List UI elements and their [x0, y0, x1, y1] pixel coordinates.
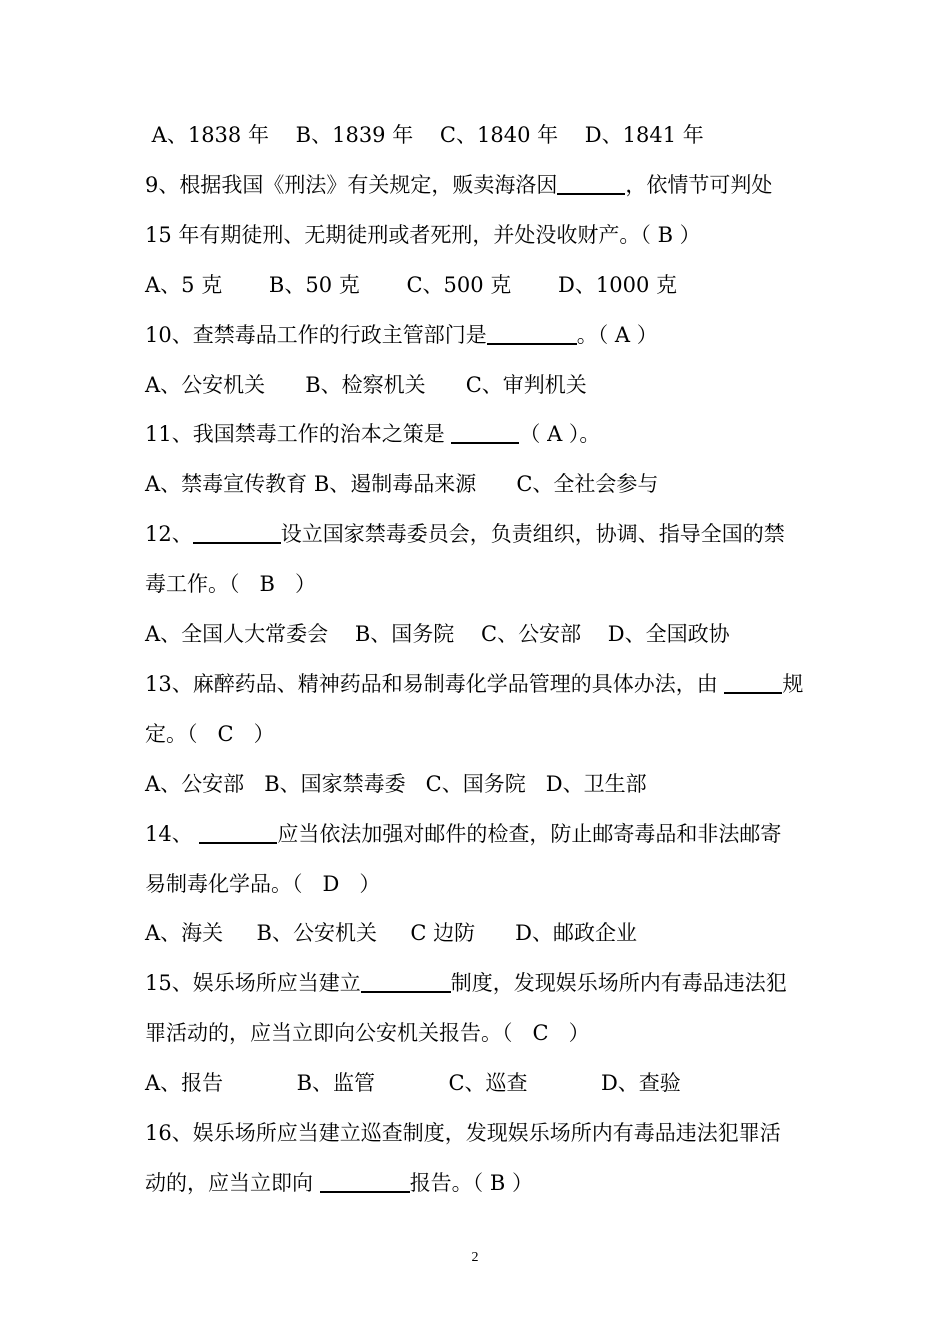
text-line — [145, 669, 803, 699]
line-text: 15 年有期徒刑、无期徒刑或者死刑，并处没收财产。（ B ） — [145, 223, 701, 247]
text-line — [145, 619, 730, 649]
text-line — [145, 1018, 590, 1048]
line-text: 动的，应当立即向 — [145, 1171, 320, 1195]
line-text-after-blank: 。（ A ） — [576, 323, 658, 347]
text-line — [145, 719, 275, 749]
line-text: 毒工作。（ B ） — [145, 572, 316, 596]
text-line — [145, 968, 787, 998]
fill-in-blank — [451, 422, 519, 444]
page-number: 2 — [471, 1250, 479, 1265]
line-text: 16、娱乐场所应当建立巡查制度，发现娱乐场所内有毒品违法犯罪活 — [145, 1121, 781, 1145]
line-text: A、5 克 B、50 克 C、500 克 D、1000 克 — [145, 273, 677, 297]
line-text-after-blank: （ A ）。 — [519, 422, 601, 446]
line-text: A、报告 B、监管 C、巡查 D、查验 — [145, 1071, 681, 1095]
line-text: A、禁毒宣传教育 B、遏制毒品来源 C、全社会参与 — [145, 472, 659, 496]
text-line — [145, 469, 658, 499]
fill-in-blank — [193, 522, 281, 544]
line-text: 11、我国禁毒工作的治本之策是 — [145, 422, 452, 446]
line-text: A、公安机关 B、检察机关 C、审判机关 — [145, 373, 587, 397]
line-text: A、公安部 B、国家禁毒委 C、国务院 D、卫生部 — [145, 772, 647, 796]
line-text-after-blank: 报告。（ B ） — [409, 1171, 533, 1195]
line-text-after-blank: 应当依法加强对邮件的检查，防止邮寄毒品和非法邮寄 — [277, 822, 782, 846]
line-text-after-blank: 规 — [782, 672, 804, 696]
fill-in-blank — [557, 173, 625, 195]
text-line — [145, 1068, 681, 1098]
line-text: 15、娱乐场所应当建立 — [145, 971, 361, 995]
fill-in-blank — [199, 822, 277, 844]
line-text: A、1838 年 B、1839 年 C、1840 年 D、1841 年 — [145, 123, 704, 147]
line-text: 10、查禁毒品工作的行政主管部门是 — [145, 323, 487, 347]
text-line — [145, 370, 587, 400]
text-line — [145, 320, 658, 350]
text-line — [145, 120, 704, 150]
text-line — [145, 819, 781, 849]
text-line — [145, 419, 600, 449]
line-text: 定。（ C ） — [145, 722, 275, 746]
fill-in-blank — [361, 971, 451, 993]
text-line — [145, 170, 772, 200]
text-line — [145, 769, 647, 799]
text-line — [145, 869, 380, 899]
line-text-after-blank: 设立国家禁毒委员会，负责组织，协调、指导全国的禁 — [280, 522, 785, 546]
text-line — [145, 519, 785, 549]
text-line — [145, 220, 701, 250]
text-line — [145, 270, 677, 300]
line-text-after-blank: ，依情节可判处 — [625, 173, 773, 197]
text-line — [145, 569, 316, 599]
line-text: 易制毒化学品。（ D ） — [145, 872, 381, 896]
line-text: A、海关 B、公安机关 C 边防 D、邮政企业 — [145, 921, 637, 945]
line-text-after-blank: 制度，发现娱乐场所内有毒品违法犯 — [450, 971, 787, 995]
line-text: A、全国人大常委会 B、国务院 C、公安部 D、全国政协 — [145, 622, 730, 646]
line-text: 14、 — [145, 822, 200, 846]
fill-in-blank — [320, 1171, 410, 1193]
text-line — [145, 918, 637, 948]
fill-in-blank — [487, 323, 577, 345]
fill-in-blank — [724, 672, 782, 694]
line-text: 12、 — [145, 522, 193, 546]
text-line — [145, 1118, 781, 1148]
line-text: 9、根据我国《刑法》有关规定，贩卖海洛因 — [145, 173, 558, 197]
text-line — [145, 1168, 533, 1198]
line-text: 罪活动的，应当立即向公安机关报告。（ C ） — [145, 1021, 590, 1045]
line-text: 13、麻醉药品、精神药品和易制毒化学品管理的具体办法，由 — [145, 672, 725, 696]
